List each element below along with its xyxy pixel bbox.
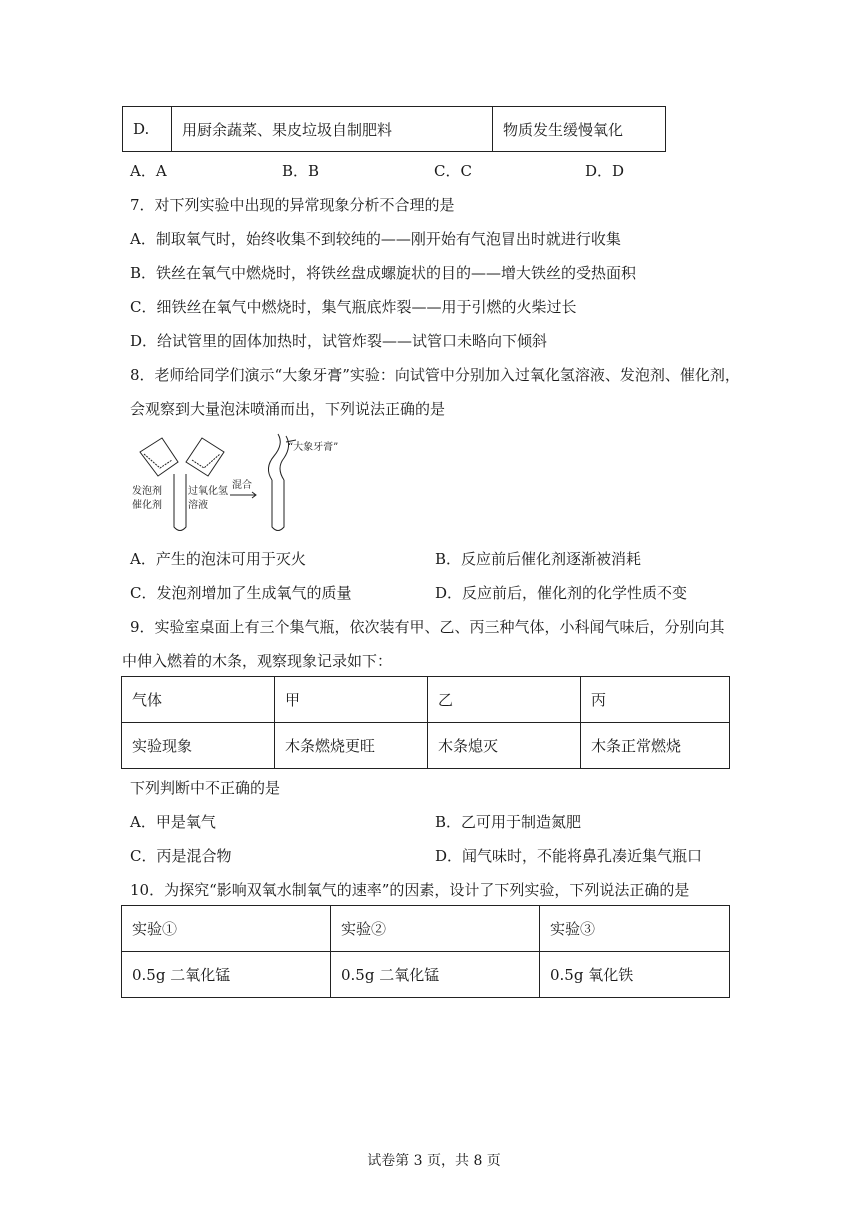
table-cell: 甲 [275, 677, 428, 723]
q9-option-c: C．丙是混合物 [130, 847, 232, 865]
table-cell: 实验③ [540, 906, 730, 952]
q7-stem: 7．对下列实验中出现的异常现象分析不合理的是 [130, 196, 455, 214]
q8-option-a: A．产生的泡沫可用于灭火 [130, 550, 306, 568]
q6-option-b: B．B [282, 162, 320, 180]
q10-stem: 10．为探究“影响双氧水制氧气的速率”的因素，设计了下列实验，下列说法正确的是 [130, 881, 690, 899]
q7-option-c: C．细铁丝在氧气中燃烧时，集气瓶底炸裂——用于引燃的火柴过长 [130, 298, 577, 316]
elephant-toothpaste-figure [128, 432, 358, 537]
q9-option-b: B．乙可用于制造氮肥 [435, 813, 582, 831]
q6-option-a: A．A [130, 162, 167, 180]
q9-option-d: D．闻气味时，不能将鼻孔凑近集气瓶口 [435, 847, 703, 865]
table-cell: 物质发生缓慢氧化 [493, 107, 666, 152]
figure-label-elephant-toothpaste: “大象牙膏” [288, 442, 339, 453]
table-cell: 木条正常燃烧 [581, 723, 730, 769]
figure-label-solution: 溶液 [188, 500, 208, 511]
table-cell: 乙 [428, 677, 581, 723]
figure-label-mix: 混合 [232, 480, 252, 491]
q6-option-d: D．D [585, 162, 625, 180]
q9-stem-line1: 9．实验室桌面上有三个集气瓶，依次装有甲、乙、丙三种气体，小科闻气味后，分别向其 [130, 618, 725, 636]
q8-stem-line1: 8．老师给同学们演示“大象牙膏”实验：向试管中分别加入过氧化氢溶液、发泡剂、催化剂， [130, 366, 740, 384]
q9-followup: 下列判断中不正确的是 [130, 779, 281, 797]
table-cell: 0.5g 二氧化锰 [331, 952, 540, 998]
table-cell: 木条燃烧更旺 [275, 723, 428, 769]
q8-stem-line2: 会观察到大量泡沫喷涌而出，下列说法正确的是 [130, 400, 446, 418]
q8-option-b: B．反应前后催化剂逐渐被消耗 [435, 550, 642, 568]
q6-option-c: C．C [434, 162, 472, 180]
table-cell: 丙 [581, 677, 730, 723]
table-cell: 实验现象 [122, 723, 275, 769]
table-cell: 实验① [122, 906, 331, 952]
page-footer: 试卷第 3 页，共 8 页 [367, 1153, 501, 1169]
figure-label-foaming-agent: 发泡剂 [132, 486, 162, 497]
figure-label-h2o2: 过氧化氢 [188, 486, 228, 497]
table-cell: 气体 [122, 677, 275, 723]
q7-option-b: B．铁丝在氧气中燃烧时，将铁丝盘成螺旋状的目的——增大铁丝的受热面积 [130, 264, 637, 282]
q9-stem-line2: 中伸入燃着的木条，观察现象记录如下： [122, 652, 393, 670]
table-cell: 实验② [331, 906, 540, 952]
q8-option-d: D．反应前后，催化剂的化学性质不变 [435, 584, 688, 602]
q6-answer-table [122, 106, 666, 152]
q9-option-a: A．甲是氧气 [130, 813, 216, 831]
table-cell: 0.5g 二氧化锰 [122, 952, 331, 998]
q8-option-c: C．发泡剂增加了生成氧气的质量 [130, 584, 352, 602]
table-cell: 用厨余蔬菜、果皮垃圾自制肥料 [172, 107, 493, 152]
q10-experiment-table [121, 905, 730, 998]
q7-option-a: A．制取氧气时，始终收集不到较纯的——刚开始有气泡冒出时就进行收集 [130, 230, 621, 248]
q9-observation-table [121, 676, 730, 769]
q7-option-d: D．给试管里的固体加热时，试管炸裂——试管口未略向下倾斜 [130, 332, 548, 350]
figure-label-catalyst: 催化剂 [132, 500, 162, 511]
table-cell: 木条熄灭 [428, 723, 581, 769]
table-cell: 0.5g 氧化铁 [540, 952, 730, 998]
table-cell: D. [123, 107, 172, 152]
